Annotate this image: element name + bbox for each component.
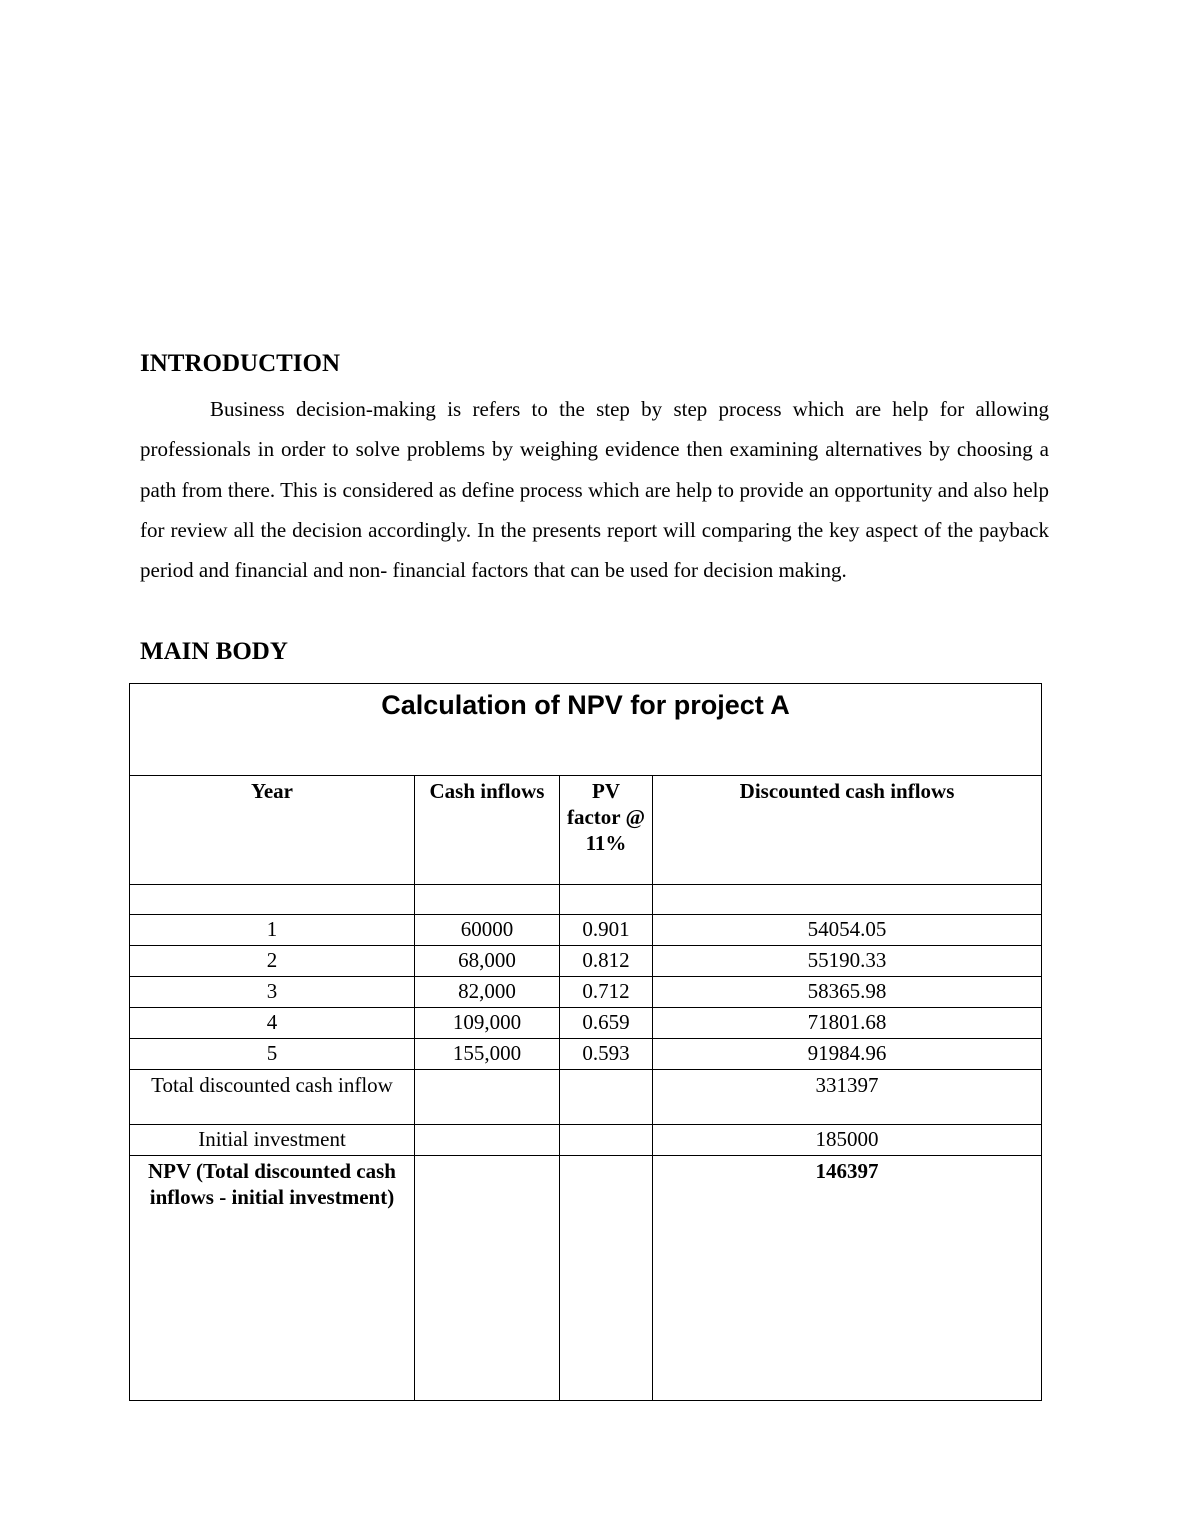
- blank-cell: [560, 1125, 653, 1156]
- cash-inflow-cell: 60000: [415, 915, 560, 946]
- year-cell: 3: [130, 977, 415, 1008]
- blank-cell: [130, 885, 415, 915]
- blank-cell: [560, 885, 653, 915]
- discounted-cell: 91984.96: [653, 1039, 1042, 1070]
- blank-cell: [415, 1156, 560, 1401]
- pv-factor-cell: 0.712: [560, 977, 653, 1008]
- header-discounted-cash-inflows: Discounted cash inflows: [653, 776, 1042, 885]
- header-cash-inflows: Cash inflows: [415, 776, 560, 885]
- table-row: [130, 1039, 1042, 1070]
- initial-investment-label: Initial investment: [130, 1125, 415, 1156]
- initial-investment-row: [130, 1125, 1042, 1156]
- pv-factor-cell: 0.812: [560, 946, 653, 977]
- cash-inflow-cell: 82,000: [415, 977, 560, 1008]
- discounted-cell: 54054.05: [653, 915, 1042, 946]
- discounted-cell: 58365.98: [653, 977, 1042, 1008]
- blank-cell: [415, 885, 560, 915]
- blank-cell: [560, 1156, 653, 1401]
- npv-value: 146397: [653, 1156, 1042, 1401]
- cash-inflow-cell: 68,000: [415, 946, 560, 977]
- blank-cell: [653, 885, 1042, 915]
- cash-inflow-cell: 109,000: [415, 1008, 560, 1039]
- npv-row: [130, 1156, 1042, 1401]
- discounted-cell: 71801.68: [653, 1008, 1042, 1039]
- total-label: Total discounted cash inflow: [130, 1070, 415, 1125]
- table-row: [130, 1008, 1042, 1039]
- cash-inflow-cell: 155,000: [415, 1039, 560, 1070]
- total-value: 331397: [653, 1070, 1042, 1125]
- main-body-heading: MAIN BODY: [140, 638, 288, 665]
- introduction-heading: INTRODUCTION: [140, 350, 341, 377]
- discounted-cell: 55190.33: [653, 946, 1042, 977]
- npv-table: [129, 683, 1042, 1401]
- blank-cell: [415, 1125, 560, 1156]
- year-cell: 1: [130, 915, 415, 946]
- header-year: Year: [130, 776, 415, 885]
- blank-cell: [560, 1070, 653, 1125]
- total-row: [130, 1070, 1042, 1125]
- pv-factor-cell: 0.659: [560, 1008, 653, 1039]
- table-title: Calculation of NPV for project A: [130, 684, 1042, 776]
- year-cell: 4: [130, 1008, 415, 1039]
- table-row: [130, 977, 1042, 1008]
- initial-investment-value: 185000: [653, 1125, 1042, 1156]
- npv-label: NPV (Total discounted cash inflows - initial investment): [130, 1156, 415, 1401]
- blank-cell: [415, 1070, 560, 1125]
- year-cell: 2: [130, 946, 415, 977]
- pv-factor-cell: 0.901: [560, 915, 653, 946]
- table-row: [130, 915, 1042, 946]
- introduction-paragraph: Business decision-making is refers to the step by step process which are help for allowing professionals in order to solve problems by weighing evidence then examining alternatives by choosing a path from there. This is considered as define process which are help to provide an opportunity and also help for review all the decision accordingly. In the presents report will comparing the key aspect of the payback period and financial and non- financial factors that can be used for decision making.: [140, 397, 1049, 583]
- year-cell: 5: [130, 1039, 415, 1070]
- table-row: [130, 946, 1042, 977]
- header-pv-factor: PV factor @ 11%: [560, 776, 653, 885]
- pv-factor-cell: 0.593: [560, 1039, 653, 1070]
